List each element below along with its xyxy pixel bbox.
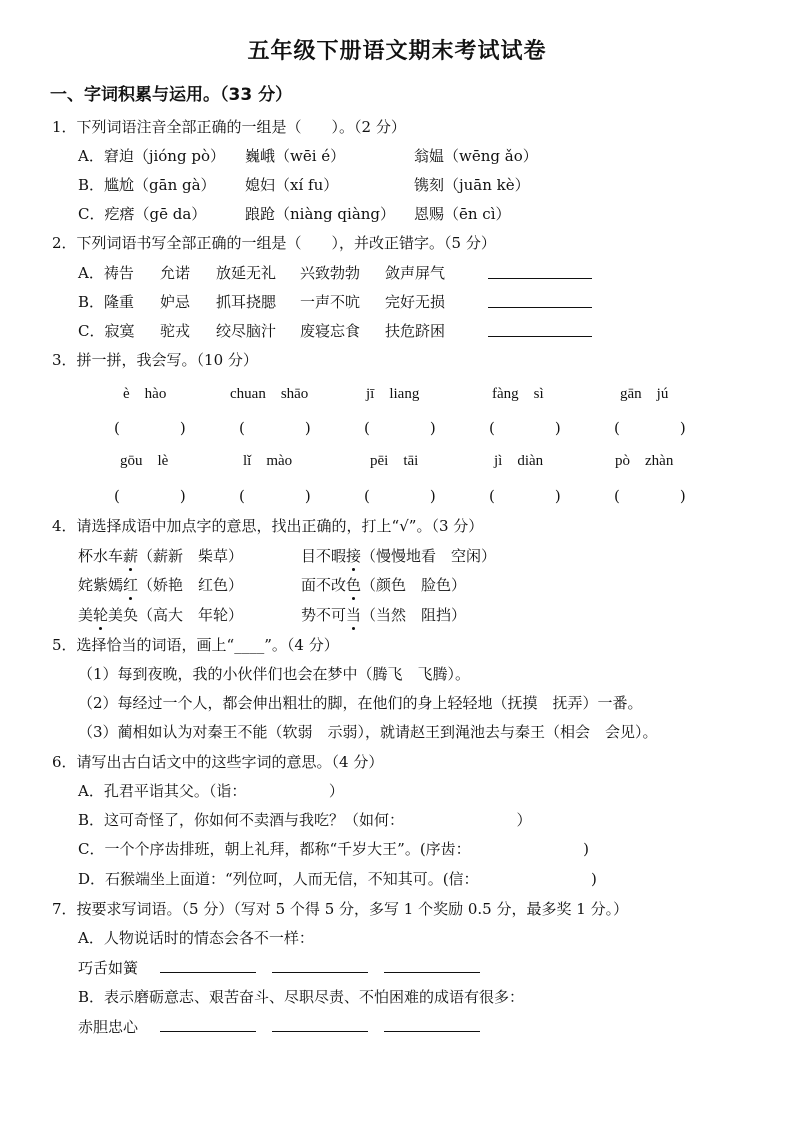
- q7-b-answer-line[interactable]: [384, 1031, 480, 1032]
- q1-option-b-3: 镌刻（juān kè）: [414, 176, 530, 194]
- q6-item-b[interactable]: B．这可奇怪了，你如何不卖酒与我吃？（如何： ）: [78, 811, 532, 829]
- answer-parentheses[interactable]: ( ): [489, 419, 561, 437]
- idiom-text: 目不暇: [301, 547, 347, 565]
- q1-option-a-3: 翁媪（wēng ǎo）: [414, 147, 538, 165]
- page-title: 五年级下册语文期末考试试卷: [247, 39, 547, 64]
- pinyin-item: gān jú: [620, 386, 669, 402]
- q7-a-answer-line[interactable]: [384, 972, 480, 973]
- question-3-stem: 3．拼一拼，我会写。（10 分）: [52, 351, 258, 369]
- answer-parentheses[interactable]: ( ): [114, 487, 186, 505]
- q7-b-answer-line[interactable]: [272, 1031, 368, 1032]
- q2-a-word-4: 兴致勃勃: [300, 264, 361, 282]
- answer-parentheses[interactable]: ( ): [364, 419, 436, 437]
- q2-a-answer-line[interactable]: [488, 278, 592, 279]
- answer-parentheses[interactable]: ( ): [364, 487, 436, 505]
- q7-example-b: 赤胆忠心: [78, 1018, 139, 1036]
- q1-option-c-3: 恩赐（ēn cì）: [414, 205, 511, 223]
- q2-c-word-4: 废寝忘食: [300, 322, 361, 340]
- dotted-char: 薪: [123, 547, 139, 565]
- idiom-text: 势不可: [301, 606, 347, 624]
- q7-part-a: A．人物说话时的情态会各不一样：: [78, 929, 314, 947]
- q2-c-word-2: 驼戎: [160, 322, 191, 340]
- q2-c-word-3: 绞尽脑汁: [216, 322, 277, 340]
- idiom-choices[interactable]: （慢慢地看 空闲）: [361, 547, 497, 565]
- q2-b-word-4: 一声不吭: [300, 293, 361, 311]
- question-4-stem: 4．请选择成语中加点字的意思，找出正确的，打上“√”。（3 分）: [52, 517, 484, 535]
- pinyin-item: fàng sì: [492, 386, 544, 402]
- dotted-char: 轮: [93, 606, 109, 624]
- q2-a-word-2: 允诺: [160, 264, 191, 282]
- q7-a-answer-line[interactable]: [160, 972, 256, 973]
- q1-option-a-2: 巍峨（wēi é）: [245, 147, 346, 165]
- q2-b-word-2: 妒忌: [160, 293, 191, 311]
- pinyin-item: pò zhàn: [615, 453, 674, 469]
- dotted-char: 接: [346, 547, 362, 565]
- idiom-text: 杯水车: [78, 547, 124, 565]
- q2-c-answer-line[interactable]: [488, 336, 592, 337]
- q6-item-c[interactable]: C．一个个序齿排班，朝上礼拜，都称“千岁大王”。(序齿： ): [78, 840, 590, 858]
- pinyin-item: è hào: [123, 386, 167, 402]
- answer-parentheses[interactable]: ( ): [114, 419, 186, 437]
- pinyin-item: jì diàn: [494, 453, 544, 469]
- q5-item-1[interactable]: （1）每到夜晚，我的小伙伴们也会在梦中（腾飞 飞腾）。: [78, 665, 471, 683]
- dotted-char: 红: [123, 576, 139, 594]
- q2-b-answer-line[interactable]: [488, 307, 592, 308]
- idiom-item: [301, 545, 496, 566]
- idiom-text: 面不改: [301, 576, 347, 594]
- q7-part-b: B．表示磨砺意志、艰苦奋斗、尽职尽责、不怕困难的成语有很多：: [78, 988, 525, 1006]
- q7-a-answer-line[interactable]: [272, 972, 368, 973]
- q6-item-a[interactable]: A．孔君平诣其父。（诣： ）: [78, 782, 344, 800]
- idiom-item: [301, 574, 466, 595]
- pinyin-item: lǐ mào: [243, 453, 293, 469]
- pinyin-item: jī liang: [366, 386, 420, 402]
- question-6-stem: 6．请写出古白话文中的这些字词的意思。（4 分）: [52, 753, 384, 771]
- idiom-choices[interactable]: 美奂（高大 年轮）: [108, 606, 244, 624]
- idiom-choices[interactable]: （薪新 柴草）: [138, 547, 244, 565]
- idiom-item: [301, 604, 466, 625]
- q1-option-b-2: 媳妇（xí fu）: [245, 176, 339, 194]
- q1-option-b-1: B．尴尬（gān gà）: [78, 176, 216, 194]
- question-2-stem: 2．下列词语书写全部正确的一组是（ ），并改正错字。（5 分）: [52, 234, 496, 252]
- q2-b-word-3: 抓耳挠腮: [216, 293, 277, 311]
- q2-c-word-1: C．寂寞: [78, 322, 135, 340]
- pinyin-item: pēi tāi: [370, 453, 419, 469]
- question-7-stem: 7．按要求写词语。（5 分）（写对 5 个得 5 分，多写 1 个奖励 0.5 分，最多奖 1 分。）: [52, 900, 629, 918]
- q2-a-word-1: A．祷告: [78, 264, 134, 282]
- answer-parentheses[interactable]: ( ): [614, 487, 686, 505]
- pinyin-item: gōu lè: [120, 453, 169, 469]
- idiom-text: 姹紫嫣: [78, 576, 124, 594]
- dotted-char: 当: [346, 606, 362, 624]
- idiom-item: [78, 574, 243, 595]
- idiom-choices[interactable]: （颜色 脸色）: [361, 576, 467, 594]
- pinyin-item: chuan shāo: [230, 386, 309, 402]
- q2-a-word-3: 放延无礼: [216, 264, 277, 282]
- q6-item-d[interactable]: D．石猴端坐上面道：“列位呵，人而无信，不知其可。(信： ): [78, 870, 597, 888]
- q5-item-3[interactable]: （3）蔺相如认为对秦王不能（软弱 示弱），就请赵王到渑池去与秦王（相会 会见）。: [78, 723, 658, 741]
- idiom-item: [78, 545, 243, 566]
- idiom-choices[interactable]: （当然 阻挡）: [361, 606, 467, 624]
- answer-parentheses[interactable]: ( ): [239, 419, 311, 437]
- idiom-choices[interactable]: （娇艳 红色）: [138, 576, 244, 594]
- q5-item-2[interactable]: （2）每经过一个人，都会伸出粗壮的脚，在他们的身上轻轻地（抚摸 抚弄）一番。: [78, 694, 643, 712]
- dotted-char: 色: [346, 576, 362, 594]
- q1-option-c-1: C．疙瘩（gē da）: [78, 205, 207, 223]
- question-1-stem: 1．下列词语注音全部正确的一组是（ ）。（2 分）: [52, 118, 406, 136]
- answer-parentheses[interactable]: ( ): [489, 487, 561, 505]
- idiom-item: [78, 604, 243, 625]
- question-5-stem: 5．选择恰当的词语，画上“____”。（4 分）: [52, 636, 339, 654]
- q1-option-c-2: 踉跄（niàng qiàng）: [245, 205, 396, 223]
- idiom-text: 美: [78, 606, 94, 624]
- q7-example-a: 巧舌如簧: [78, 959, 139, 977]
- q2-b-word-1: B．隆重: [78, 293, 135, 311]
- section-heading: 一、字词积累与运用。（33 分）: [50, 85, 293, 105]
- q2-c-word-5: 扶危跻困: [385, 322, 446, 340]
- q7-b-answer-line[interactable]: [160, 1031, 256, 1032]
- q2-b-word-5: 完好无损: [385, 293, 446, 311]
- q1-option-a-1: A．窘迫（jióng pò）: [78, 147, 225, 165]
- answer-parentheses[interactable]: ( ): [239, 487, 311, 505]
- q2-a-word-5: 敛声屏气: [385, 264, 446, 282]
- answer-parentheses[interactable]: ( ): [614, 419, 686, 437]
